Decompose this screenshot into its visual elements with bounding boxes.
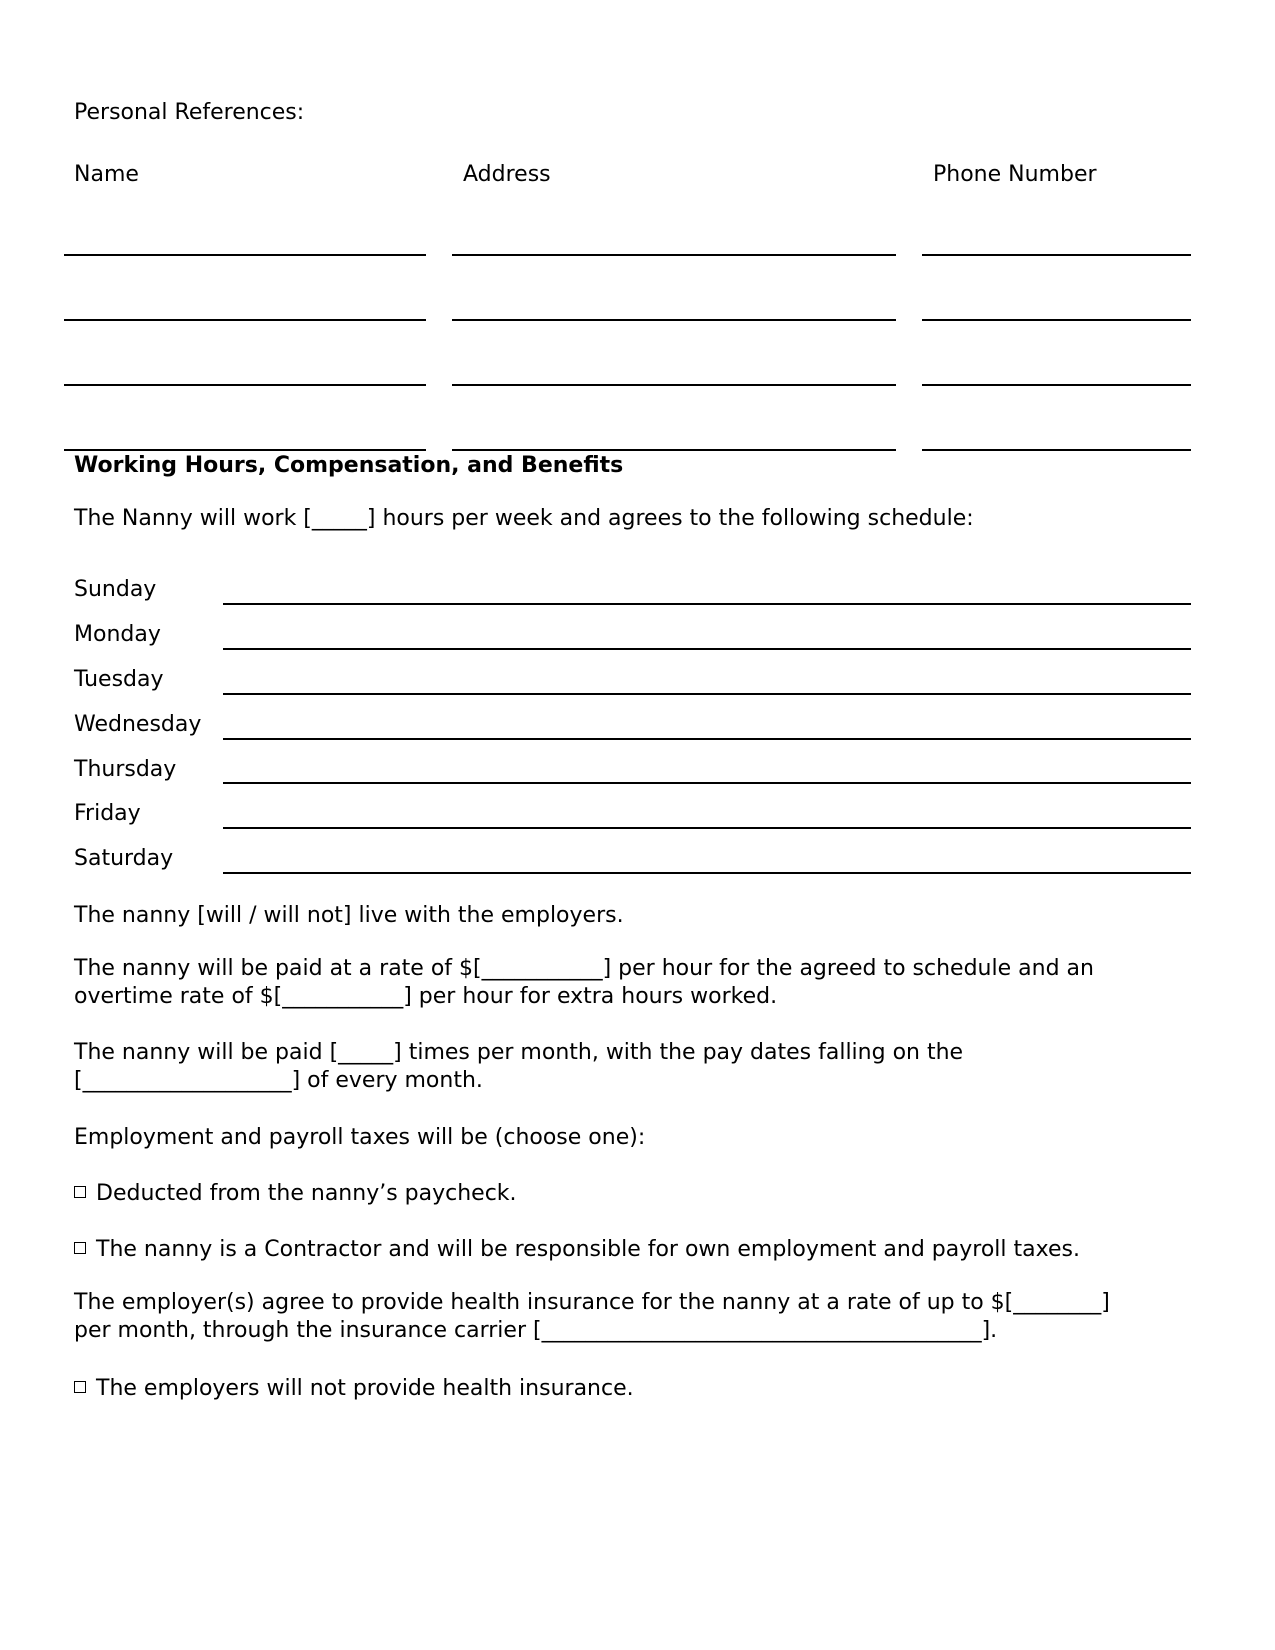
insurance-paragraph bbox=[74, 1289, 1110, 1345]
insurance-option-none-label: The employers will not provide health insurance. bbox=[96, 1376, 634, 1401]
pay-rate-paragraph bbox=[74, 955, 1094, 1011]
pay-rate-line-1: The nanny will be paid at a rate of $[___________] per hour for the agreed to schedule and an bbox=[74, 956, 1094, 981]
tax-option-contractor[interactable] bbox=[74, 1239, 1080, 1261]
checkbox-icon[interactable] bbox=[74, 1381, 86, 1393]
reference-address-line-3[interactable] bbox=[452, 384, 896, 386]
day-label-monday: Monday bbox=[74, 622, 161, 647]
schedule-line-tuesday[interactable] bbox=[223, 693, 1191, 695]
insurance-line-2: per month, through the insurance carrier [________________________________________]. bbox=[74, 1318, 998, 1343]
live-with-text: The nanny [will / will not] live with the employers. bbox=[74, 903, 624, 928]
day-label-saturday: Saturday bbox=[74, 846, 174, 871]
reference-name-line-1[interactable] bbox=[64, 254, 426, 256]
column-header-name: Name bbox=[74, 162, 139, 187]
reference-address-line-1[interactable] bbox=[452, 254, 896, 256]
schedule-line-wednesday[interactable] bbox=[223, 738, 1191, 740]
schedule-line-monday[interactable] bbox=[223, 648, 1191, 650]
schedule-line-sunday[interactable] bbox=[223, 603, 1191, 605]
taxes-intro: Employment and payroll taxes will be (choose one): bbox=[74, 1125, 646, 1150]
day-label-thursday: Thursday bbox=[74, 757, 177, 782]
reference-phone-line-3[interactable] bbox=[922, 384, 1191, 386]
section-title: Working Hours, Compensation, and Benefits bbox=[74, 453, 624, 478]
day-label-sunday: Sunday bbox=[74, 577, 157, 602]
reference-name-line-4[interactable] bbox=[64, 449, 426, 451]
pay-frequency-line-1: The nanny will be paid [_____] times per month, with the pay dates falling on the bbox=[74, 1040, 964, 1065]
reference-name-line-3[interactable] bbox=[64, 384, 426, 386]
column-header-phone: Phone Number bbox=[933, 162, 1097, 187]
reference-name-line-2[interactable] bbox=[64, 319, 426, 321]
tax-option-deducted-label: Deducted from the nanny’s paycheck. bbox=[96, 1181, 517, 1206]
tax-option-deducted[interactable] bbox=[74, 1183, 517, 1205]
checkbox-icon[interactable] bbox=[74, 1242, 86, 1254]
reference-phone-line-4[interactable] bbox=[922, 449, 1191, 451]
reference-address-line-2[interactable] bbox=[452, 319, 896, 321]
day-label-tuesday: Tuesday bbox=[74, 667, 164, 692]
insurance-option-none[interactable] bbox=[74, 1378, 634, 1400]
pay-frequency-paragraph bbox=[74, 1039, 963, 1095]
tax-option-contractor-label: The nanny is a Contractor and will be responsible for own employment and payroll taxes. bbox=[96, 1237, 1080, 1262]
reference-address-line-4[interactable] bbox=[452, 449, 896, 451]
reference-phone-line-2[interactable] bbox=[922, 319, 1191, 321]
schedule-line-saturday[interactable] bbox=[223, 872, 1191, 874]
references-heading: Personal References: bbox=[74, 100, 305, 125]
pay-rate-line-2: overtime rate of $[___________] per hour for extra hours worked. bbox=[74, 984, 778, 1009]
reference-phone-line-1[interactable] bbox=[922, 254, 1191, 256]
insurance-line-1: The employer(s) agree to provide health insurance for the nanny at a rate of up to $[________] bbox=[74, 1290, 1110, 1315]
hours-per-week-text: The Nanny will work [_____] hours per week and agrees to the following schedule: bbox=[74, 506, 974, 531]
day-label-wednesday: Wednesday bbox=[74, 712, 202, 737]
schedule-line-friday[interactable] bbox=[223, 827, 1191, 829]
pay-frequency-line-2: [___________________] of every month. bbox=[74, 1068, 483, 1093]
day-label-friday: Friday bbox=[74, 801, 141, 826]
schedule-line-thursday[interactable] bbox=[223, 782, 1191, 784]
column-header-address: Address bbox=[463, 162, 551, 187]
checkbox-icon[interactable] bbox=[74, 1186, 86, 1198]
